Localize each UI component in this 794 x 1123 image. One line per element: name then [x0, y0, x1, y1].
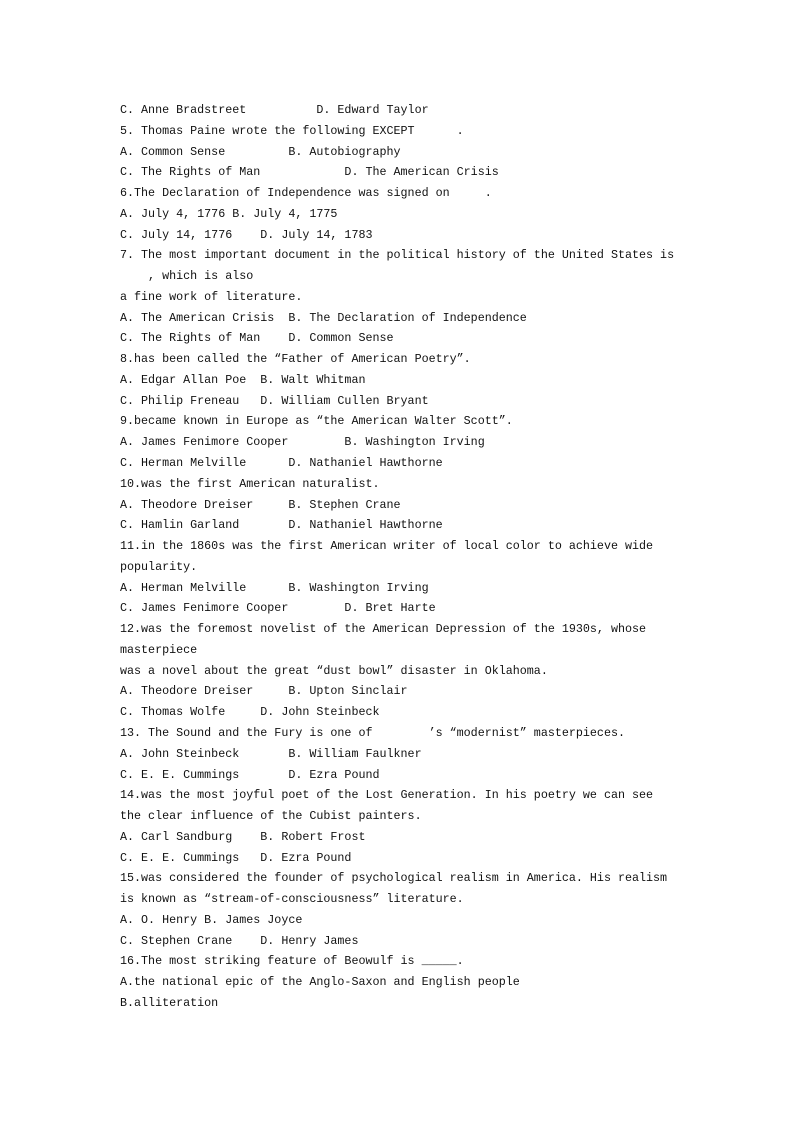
text-line: masterpiece	[120, 642, 198, 657]
text-line: C. Philip Freneau D. William Cullen Bryant	[120, 393, 429, 408]
text-line: 12.was the foremost novelist of the American Depression of the 1930s, whose	[120, 622, 647, 637]
text-line: A. John Steinbeck B. William Faulkner	[120, 746, 422, 761]
text-line: A. Common Sense B. Autobiography	[120, 144, 401, 159]
text-line: is known as “stream-of-consciousness” literature.	[120, 892, 464, 907]
text-line: A.the national epic of the Anglo-Saxon and English people	[120, 975, 520, 990]
text-line: 14.was the most joyful poet of the Lost Generation. In his poetry we can see	[120, 788, 654, 803]
text-line: A. The American Crisis B. The Declaration of Independence	[120, 310, 527, 325]
text-line: C. E. E. Cummings D. Ezra Pound	[120, 850, 352, 865]
text-line: a fine work of literature.	[120, 289, 303, 304]
text-line: 16.The most striking feature of Beowulf is _____.	[120, 954, 464, 969]
text-line: was a novel about the great “dust bowl” disaster in Oklahoma.	[120, 663, 548, 678]
text-line: C. Thomas Wolfe D. John Steinbeck	[120, 705, 380, 720]
text-line: C. Anne Bradstreet D. Edward Taylor	[120, 103, 429, 117]
text-line: A. Carl Sandburg B. Robert Frost	[120, 829, 366, 844]
text-line: A. Edgar Allan Poe B. Walt Whitman	[120, 372, 366, 387]
text-line: C. July 14, 1776 D. July 14, 1783	[120, 227, 373, 242]
text-line: 7. The most important document in the political history of the United States is	[120, 248, 675, 263]
text-line: 10.was the first American naturalist.	[120, 476, 380, 491]
text-line: C. The Rights of Man D. Common Sense	[120, 331, 394, 346]
text-line: 13. The Sound and the Fury is one of ’s “modernist” masterpieces.	[120, 725, 625, 740]
text-line: A. James Fenimore Cooper B. Washington Irving	[120, 435, 485, 450]
text-line: 5. Thomas Paine wrote the following EXCEPT .	[120, 123, 464, 138]
text-line: C. E. E. Cummings D. Ezra Pound	[120, 767, 380, 782]
text-line: A. Theodore Dreiser B. Stephen Crane	[120, 497, 401, 512]
text-line: A. Theodore Dreiser B. Upton Sinclair	[120, 684, 408, 699]
text-line: 8.has been called the “Father of American Poetry”.	[120, 352, 471, 367]
text-line: 15.was considered the founder of psychological realism in America. His realism	[120, 871, 668, 886]
text-line: 6.The Declaration of Independence was signed on .	[120, 186, 492, 201]
text-line: B.alliteration	[120, 995, 219, 1010]
text-line: A. July 4, 1776 B. July 4, 1775	[120, 206, 338, 221]
document-page	[120, 100, 700, 1014]
text-line: C. The Rights of Man D. The American Crisis	[120, 165, 499, 180]
text-line: popularity.	[120, 559, 198, 574]
text-line: C. Stephen Crane D. Henry James	[120, 933, 359, 948]
text-line: 9.became known in Europe as “the American Walter Scott”.	[120, 414, 513, 429]
text-line: A. O. Henry B. James Joyce	[120, 912, 303, 927]
text-line: C. James Fenimore Cooper D. Bret Harte	[120, 601, 436, 616]
text-line: , which is also	[120, 269, 254, 284]
text-line: A. Herman Melville B. Washington Irving	[120, 580, 429, 595]
text-line: 11.in the 1860s was the first American writer of local color to achieve wide	[120, 539, 654, 554]
text-line: C. Hamlin Garland D. Nathaniel Hawthorne	[120, 518, 443, 533]
text-line: C. Herman Melville D. Nathaniel Hawthorne	[120, 456, 443, 471]
text-line: the clear influence of the Cubist painters.	[120, 809, 422, 824]
